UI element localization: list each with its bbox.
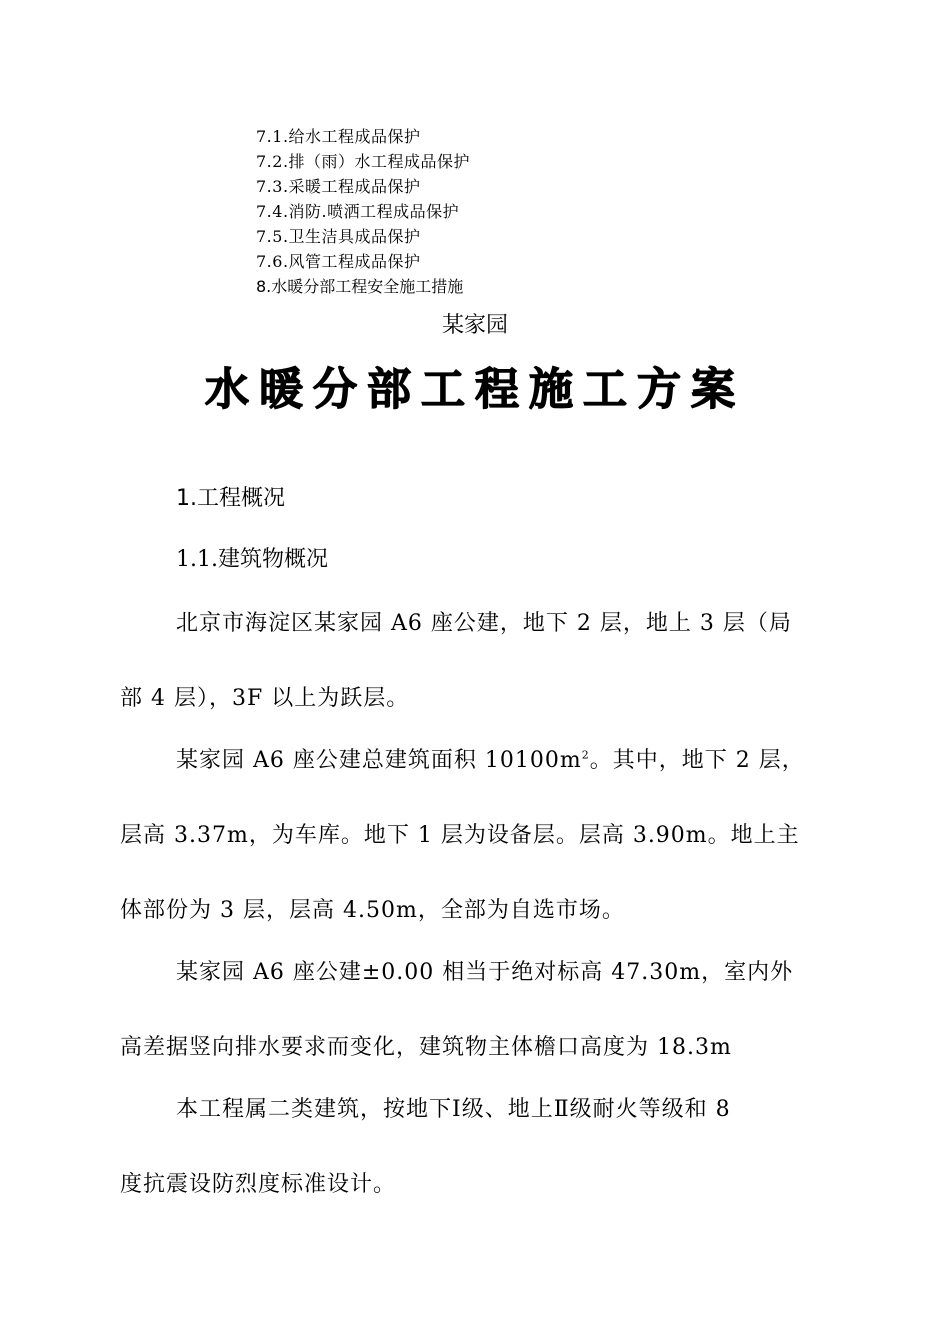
paragraph-3-line-1: 某家园 A6 座公建±0.00 相当于绝对标高 47.30m，室内外 bbox=[176, 960, 794, 985]
paragraph-1-line-1: 北京市海淀区某家园 A6 座公建，地下 2 层，地上 3 层（局 bbox=[176, 611, 792, 636]
document-subtitle: 某家园 bbox=[441, 313, 508, 338]
paragraph-2-text-a: 某家园 A6 座公建总建筑面积 10100m bbox=[176, 748, 582, 773]
superscript-2: 2 bbox=[581, 748, 590, 762]
section-heading-1-1: 1.1.建筑物概况 bbox=[176, 547, 328, 572]
toc-item-7-5: 7.5.卫生洁具成品保护 bbox=[256, 227, 421, 246]
table-of-contents bbox=[256, 124, 856, 299]
paragraph-2-line-2: 层高 3.37m，为车库。地下 1 层为设备层。层高 3.90m。地上主 bbox=[120, 823, 800, 848]
paragraph-4-line-1: 本工程属二类建筑，按地下Ⅰ级、地上Ⅱ级耐火等级和 8 bbox=[176, 1097, 731, 1122]
toc-item-7-6: 7.6.风管工程成品保护 bbox=[256, 252, 421, 271]
section-heading-1: 1.工程概况 bbox=[176, 486, 285, 511]
document-title: 水暖分部工程施工方案 bbox=[205, 364, 745, 415]
paragraph-2-line-1 bbox=[176, 744, 805, 778]
toc-item-7-4: 7.4.消防.喷洒工程成品保护 bbox=[256, 202, 460, 221]
paragraph-3-line-2: 高差据竖向排水要求而变化，建筑物主体檐口高度为 18.3m bbox=[120, 1035, 732, 1060]
paragraph-1-line-2: 部 4 层），3F 以上为跃层。 bbox=[120, 686, 410, 711]
paragraph-2-text-b: 。其中，地下 2 层， bbox=[589, 748, 805, 773]
toc-item-8: 8.水暖分部工程安全施工措施 bbox=[256, 277, 464, 296]
toc-item-7-3: 7.3.采暖工程成品保护 bbox=[256, 177, 421, 196]
paragraph-4-line-2: 度抗震设防烈度标准设计。 bbox=[120, 1172, 397, 1197]
toc-item-7-1: 7.1.给水工程成品保护 bbox=[256, 127, 421, 146]
paragraph-2-line-3: 体部份为 3 层，层高 4.50m，全部为自选市场。 bbox=[120, 898, 625, 923]
toc-item-7-2: 7.2.排（雨）水工程成品保护 bbox=[256, 152, 471, 171]
